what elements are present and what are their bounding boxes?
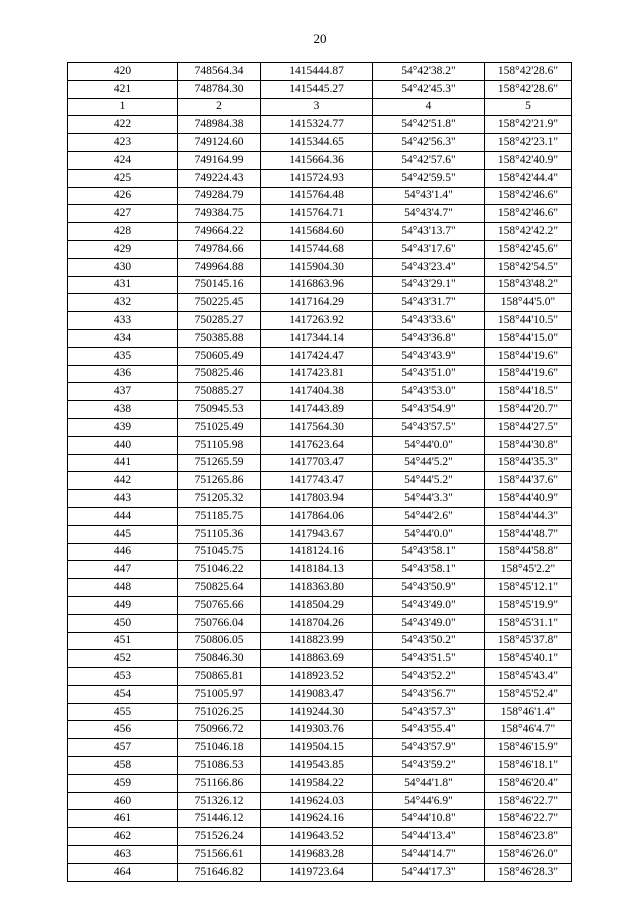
table-row xyxy=(68,792,572,810)
x-coordinate-cell: 751105.98 xyxy=(178,436,261,454)
latitude-cell: 54°43'59.2" xyxy=(373,757,485,775)
y-coordinate-cell: 1418704.26 xyxy=(261,614,373,632)
y-coordinate-cell: 1419624.03 xyxy=(261,792,373,810)
x-coordinate-cell: 749664.22 xyxy=(178,223,261,241)
longitude-cell: 158°44'37.6" xyxy=(485,472,572,490)
table-row xyxy=(68,187,572,205)
latitude-cell: 54°44'14.7" xyxy=(373,846,485,864)
y-coordinate-cell: 1418184.13 xyxy=(261,561,373,579)
latitude-cell: 54°42'57.6" xyxy=(373,151,485,169)
point-number-cell: 434 xyxy=(68,329,178,347)
point-number-cell: 435 xyxy=(68,347,178,365)
table-row xyxy=(68,312,572,330)
x-coordinate-cell: 750846.30 xyxy=(178,650,261,668)
y-coordinate-cell: 1418923.52 xyxy=(261,668,373,686)
longitude-cell: 158°42'54.5" xyxy=(485,258,572,276)
x-coordinate-cell: 750145.16 xyxy=(178,276,261,294)
x-coordinate-cell: 749964.88 xyxy=(178,258,261,276)
latitude-cell: 54°43'4.7" xyxy=(373,205,485,223)
longitude-cell: 158°46'23.8" xyxy=(485,828,572,846)
point-number-cell: 457 xyxy=(68,739,178,757)
longitude-cell: 158°42'46.6" xyxy=(485,187,572,205)
longitude-cell: 158°44'19.6" xyxy=(485,365,572,383)
y-coordinate-cell: 3 xyxy=(261,98,373,116)
longitude-cell: 158°45'37.8" xyxy=(485,632,572,650)
table-row xyxy=(68,490,572,508)
latitude-cell: 54°44'6.9" xyxy=(373,792,485,810)
y-coordinate-cell: 1417423.81 xyxy=(261,365,373,383)
point-number-cell: 426 xyxy=(68,187,178,205)
longitude-cell: 158°45'31.1" xyxy=(485,614,572,632)
y-coordinate-cell: 1417564.30 xyxy=(261,418,373,436)
point-number-cell: 449 xyxy=(68,596,178,614)
longitude-cell: 158°46'18.1" xyxy=(485,757,572,775)
x-coordinate-cell: 748784.30 xyxy=(178,80,261,98)
latitude-cell: 54°43'31.7" xyxy=(373,294,485,312)
latitude-cell: 54°42'38.2" xyxy=(373,63,485,81)
point-number-cell: 445 xyxy=(68,525,178,543)
latitude-cell: 54°43'17.6" xyxy=(373,240,485,258)
table-row xyxy=(68,116,572,134)
x-coordinate-cell: 750765.66 xyxy=(178,596,261,614)
x-coordinate-cell: 751185.75 xyxy=(178,507,261,525)
table-row xyxy=(68,151,572,169)
x-coordinate-cell: 751646.82 xyxy=(178,863,261,881)
point-number-cell: 439 xyxy=(68,418,178,436)
y-coordinate-cell: 1417424.47 xyxy=(261,347,373,365)
point-number-cell: 463 xyxy=(68,846,178,864)
y-coordinate-cell: 1418504.29 xyxy=(261,596,373,614)
table-row xyxy=(68,596,572,614)
longitude-cell: 158°44'48.7" xyxy=(485,525,572,543)
latitude-cell: 54°42'45.3" xyxy=(373,80,485,98)
latitude-cell: 54°42'51.8" xyxy=(373,116,485,134)
y-coordinate-cell: 1417703.47 xyxy=(261,454,373,472)
x-coordinate-cell: 750945.53 xyxy=(178,401,261,419)
point-number-cell: 420 xyxy=(68,63,178,81)
longitude-cell: 158°42'45.6" xyxy=(485,240,572,258)
point-number-cell: 429 xyxy=(68,240,178,258)
y-coordinate-cell: 1419244.30 xyxy=(261,703,373,721)
point-number-cell: 458 xyxy=(68,757,178,775)
point-number-cell: 462 xyxy=(68,828,178,846)
point-number-cell: 423 xyxy=(68,134,178,152)
x-coordinate-cell: 751046.18 xyxy=(178,739,261,757)
point-number-cell: 448 xyxy=(68,579,178,597)
point-number-cell: 430 xyxy=(68,258,178,276)
table-row xyxy=(68,472,572,490)
longitude-cell: 158°42'21.9" xyxy=(485,116,572,134)
table-row xyxy=(68,650,572,668)
y-coordinate-cell: 1418863.69 xyxy=(261,650,373,668)
longitude-cell: 158°44'5.0" xyxy=(485,294,572,312)
longitude-cell: 158°46'22.7" xyxy=(485,792,572,810)
column-number-header-row xyxy=(68,98,572,116)
y-coordinate-cell: 1419504.15 xyxy=(261,739,373,757)
x-coordinate-cell: 751025.49 xyxy=(178,418,261,436)
y-coordinate-cell: 1415744.68 xyxy=(261,240,373,258)
latitude-cell: 54°42'56.3" xyxy=(373,134,485,152)
latitude-cell: 54°43'43.9" xyxy=(373,347,485,365)
x-coordinate-cell: 750865.81 xyxy=(178,668,261,686)
table-row xyxy=(68,205,572,223)
point-number-cell: 464 xyxy=(68,863,178,881)
y-coordinate-cell: 1415684.60 xyxy=(261,223,373,241)
longitude-cell: 158°45'43.4" xyxy=(485,668,572,686)
x-coordinate-cell: 750385.88 xyxy=(178,329,261,347)
point-number-cell: 424 xyxy=(68,151,178,169)
latitude-cell: 54°43'1.4" xyxy=(373,187,485,205)
point-number-cell: 459 xyxy=(68,774,178,792)
longitude-cell: 158°46'1.4" xyxy=(485,703,572,721)
latitude-cell: 54°44'5.2" xyxy=(373,472,485,490)
table-row xyxy=(68,810,572,828)
longitude-cell: 158°44'40.9" xyxy=(485,490,572,508)
y-coordinate-cell: 1415724.93 xyxy=(261,169,373,187)
longitude-cell: 158°44'10.5" xyxy=(485,312,572,330)
point-number-cell: 452 xyxy=(68,650,178,668)
y-coordinate-cell: 1419683.28 xyxy=(261,846,373,864)
x-coordinate-cell: 2 xyxy=(178,98,261,116)
longitude-cell: 158°42'28.6" xyxy=(485,63,572,81)
table-row xyxy=(68,507,572,525)
longitude-cell: 158°44'35.3" xyxy=(485,454,572,472)
point-number-cell: 427 xyxy=(68,205,178,223)
x-coordinate-cell: 751566.61 xyxy=(178,846,261,864)
y-coordinate-cell: 1415445.27 xyxy=(261,80,373,98)
x-coordinate-cell: 751326.12 xyxy=(178,792,261,810)
y-coordinate-cell: 1417404.38 xyxy=(261,383,373,401)
x-coordinate-cell: 750605.49 xyxy=(178,347,261,365)
point-number-cell: 440 xyxy=(68,436,178,454)
table-row xyxy=(68,846,572,864)
longitude-cell: 158°44'20.7" xyxy=(485,401,572,419)
table-row xyxy=(68,614,572,632)
x-coordinate-cell: 750225.45 xyxy=(178,294,261,312)
x-coordinate-cell: 751166.86 xyxy=(178,774,261,792)
x-coordinate-cell: 750885.27 xyxy=(178,383,261,401)
table-row xyxy=(68,721,572,739)
y-coordinate-cell: 1417803.94 xyxy=(261,490,373,508)
x-coordinate-cell: 751205.32 xyxy=(178,490,261,508)
table-row xyxy=(68,401,572,419)
latitude-cell: 54°43'36.8" xyxy=(373,329,485,347)
table-row xyxy=(68,169,572,187)
longitude-cell: 5 xyxy=(485,98,572,116)
x-coordinate-cell: 751265.59 xyxy=(178,454,261,472)
latitude-cell: 54°44'1.8" xyxy=(373,774,485,792)
point-number-cell: 456 xyxy=(68,721,178,739)
point-number-cell: 421 xyxy=(68,80,178,98)
table-row xyxy=(68,685,572,703)
table-row xyxy=(68,632,572,650)
y-coordinate-cell: 1418124.16 xyxy=(261,543,373,561)
y-coordinate-cell: 1419723.64 xyxy=(261,863,373,881)
point-number-cell: 1 xyxy=(68,98,178,116)
point-number-cell: 454 xyxy=(68,685,178,703)
longitude-cell: 158°46'26.0" xyxy=(485,846,572,864)
table-row xyxy=(68,329,572,347)
latitude-cell: 54°43'49.0" xyxy=(373,596,485,614)
y-coordinate-cell: 1417623.64 xyxy=(261,436,373,454)
x-coordinate-cell: 751446.12 xyxy=(178,810,261,828)
y-coordinate-cell: 1416863.96 xyxy=(261,276,373,294)
x-coordinate-cell: 751026.25 xyxy=(178,703,261,721)
x-coordinate-cell: 750766.04 xyxy=(178,614,261,632)
latitude-cell: 54°43'53.0" xyxy=(373,383,485,401)
x-coordinate-cell: 750285.27 xyxy=(178,312,261,330)
point-number-cell: 451 xyxy=(68,632,178,650)
table-row xyxy=(68,863,572,881)
x-coordinate-cell: 751105.36 xyxy=(178,525,261,543)
longitude-cell: 158°42'40.9" xyxy=(485,151,572,169)
point-number-cell: 431 xyxy=(68,276,178,294)
longitude-cell: 158°43'48.2" xyxy=(485,276,572,294)
table-row xyxy=(68,134,572,152)
coordinates-table xyxy=(67,62,572,882)
x-coordinate-cell: 751086.53 xyxy=(178,757,261,775)
latitude-cell: 54°43'56.7" xyxy=(373,685,485,703)
latitude-cell: 54°43'49.0" xyxy=(373,614,485,632)
point-number-cell: 450 xyxy=(68,614,178,632)
longitude-cell: 158°44'18.5" xyxy=(485,383,572,401)
x-coordinate-cell: 748564.34 xyxy=(178,63,261,81)
point-number-cell: 443 xyxy=(68,490,178,508)
longitude-cell: 158°46'20.4" xyxy=(485,774,572,792)
point-number-cell: 422 xyxy=(68,116,178,134)
table-row xyxy=(68,63,572,81)
longitude-cell: 158°42'28.6" xyxy=(485,80,572,98)
y-coordinate-cell: 1417344.14 xyxy=(261,329,373,347)
y-coordinate-cell: 1417943.67 xyxy=(261,525,373,543)
y-coordinate-cell: 1418823.99 xyxy=(261,632,373,650)
latitude-cell: 54°44'5.2" xyxy=(373,454,485,472)
point-number-cell: 455 xyxy=(68,703,178,721)
point-number-cell: 444 xyxy=(68,507,178,525)
longitude-cell: 158°46'28.3" xyxy=(485,863,572,881)
longitude-cell: 158°44'58.8" xyxy=(485,543,572,561)
point-number-cell: 432 xyxy=(68,294,178,312)
table-row xyxy=(68,454,572,472)
longitude-cell: 158°42'46.6" xyxy=(485,205,572,223)
latitude-cell: 54°44'0.0" xyxy=(373,525,485,543)
point-number-cell: 447 xyxy=(68,561,178,579)
y-coordinate-cell: 1417443.89 xyxy=(261,401,373,419)
y-coordinate-cell: 1419083.47 xyxy=(261,685,373,703)
y-coordinate-cell: 1415764.71 xyxy=(261,205,373,223)
latitude-cell: 4 xyxy=(373,98,485,116)
x-coordinate-cell: 750806.05 xyxy=(178,632,261,650)
table-row xyxy=(68,525,572,543)
x-coordinate-cell: 751046.22 xyxy=(178,561,261,579)
latitude-cell: 54°43'57.5" xyxy=(373,418,485,436)
table-row xyxy=(68,561,572,579)
latitude-cell: 54°44'10.8" xyxy=(373,810,485,828)
point-number-cell: 436 xyxy=(68,365,178,383)
longitude-cell: 158°42'23.1" xyxy=(485,134,572,152)
y-coordinate-cell: 1419584.22 xyxy=(261,774,373,792)
x-coordinate-cell: 749164.99 xyxy=(178,151,261,169)
latitude-cell: 54°43'55.4" xyxy=(373,721,485,739)
longitude-cell: 158°46'15.9" xyxy=(485,739,572,757)
x-coordinate-cell: 750966.72 xyxy=(178,721,261,739)
x-coordinate-cell: 750825.46 xyxy=(178,365,261,383)
longitude-cell: 158°44'30.8" xyxy=(485,436,572,454)
longitude-cell: 158°44'27.5" xyxy=(485,418,572,436)
x-coordinate-cell: 749784.66 xyxy=(178,240,261,258)
point-number-cell: 442 xyxy=(68,472,178,490)
latitude-cell: 54°44'17.3" xyxy=(373,863,485,881)
y-coordinate-cell: 1419643.52 xyxy=(261,828,373,846)
y-coordinate-cell: 1415664.36 xyxy=(261,151,373,169)
point-number-cell: 433 xyxy=(68,312,178,330)
point-number-cell: 425 xyxy=(68,169,178,187)
y-coordinate-cell: 1415324.77 xyxy=(261,116,373,134)
longitude-cell: 158°44'44.3" xyxy=(485,507,572,525)
longitude-cell: 158°45'40.1" xyxy=(485,650,572,668)
table-row xyxy=(68,365,572,383)
latitude-cell: 54°43'54.9" xyxy=(373,401,485,419)
x-coordinate-cell: 750825.64 xyxy=(178,579,261,597)
table-row xyxy=(68,757,572,775)
x-coordinate-cell: 749384.75 xyxy=(178,205,261,223)
table-row xyxy=(68,347,572,365)
table-row xyxy=(68,828,572,846)
y-coordinate-cell: 1417743.47 xyxy=(261,472,373,490)
y-coordinate-cell: 1417864.06 xyxy=(261,507,373,525)
table-row xyxy=(68,80,572,98)
x-coordinate-cell: 749124.60 xyxy=(178,134,261,152)
longitude-cell: 158°44'19.6" xyxy=(485,347,572,365)
latitude-cell: 54°44'0.0" xyxy=(373,436,485,454)
table-row xyxy=(68,668,572,686)
latitude-cell: 54°43'57.9" xyxy=(373,739,485,757)
y-coordinate-cell: 1415764.48 xyxy=(261,187,373,205)
table-row xyxy=(68,418,572,436)
latitude-cell: 54°43'29.1" xyxy=(373,276,485,294)
y-coordinate-cell: 1415904.30 xyxy=(261,258,373,276)
y-coordinate-cell: 1415444.87 xyxy=(261,63,373,81)
longitude-cell: 158°45'19.9" xyxy=(485,596,572,614)
table-row xyxy=(68,739,572,757)
y-coordinate-cell: 1417263.92 xyxy=(261,312,373,330)
latitude-cell: 54°42'59.5" xyxy=(373,169,485,187)
table-row xyxy=(68,703,572,721)
longitude-cell: 158°42'42.2" xyxy=(485,223,572,241)
table-row xyxy=(68,436,572,454)
page-number: 20 xyxy=(313,31,327,46)
latitude-cell: 54°43'58.1" xyxy=(373,543,485,561)
table-row xyxy=(68,223,572,241)
table-row xyxy=(68,276,572,294)
point-number-cell: 453 xyxy=(68,668,178,686)
y-coordinate-cell: 1415344.65 xyxy=(261,134,373,152)
point-number-cell: 461 xyxy=(68,810,178,828)
x-coordinate-cell: 748984.38 xyxy=(178,116,261,134)
x-coordinate-cell: 751005.97 xyxy=(178,685,261,703)
point-number-cell: 438 xyxy=(68,401,178,419)
x-coordinate-cell: 749284.79 xyxy=(178,187,261,205)
x-coordinate-cell: 751265.86 xyxy=(178,472,261,490)
point-number-cell: 446 xyxy=(68,543,178,561)
y-coordinate-cell: 1419624.16 xyxy=(261,810,373,828)
latitude-cell: 54°43'50.9" xyxy=(373,579,485,597)
latitude-cell: 54°43'57.3" xyxy=(373,703,485,721)
point-number-cell: 460 xyxy=(68,792,178,810)
point-number-cell: 441 xyxy=(68,454,178,472)
y-coordinate-cell: 1419543.85 xyxy=(261,757,373,775)
x-coordinate-cell: 751526.24 xyxy=(178,828,261,846)
y-coordinate-cell: 1418363.80 xyxy=(261,579,373,597)
longitude-cell: 158°44'15.0" xyxy=(485,329,572,347)
longitude-cell: 158°45'12.1" xyxy=(485,579,572,597)
table-row xyxy=(68,240,572,258)
latitude-cell: 54°43'33.6" xyxy=(373,312,485,330)
table-row xyxy=(68,258,572,276)
latitude-cell: 54°43'52.2" xyxy=(373,668,485,686)
table-row xyxy=(68,543,572,561)
y-coordinate-cell: 1419303.76 xyxy=(261,721,373,739)
table-row xyxy=(68,383,572,401)
point-number-cell: 437 xyxy=(68,383,178,401)
latitude-cell: 54°43'23.4" xyxy=(373,258,485,276)
x-coordinate-cell: 749224.43 xyxy=(178,169,261,187)
latitude-cell: 54°44'3.3" xyxy=(373,490,485,508)
longitude-cell: 158°42'44.4" xyxy=(485,169,572,187)
longitude-cell: 158°45'52.4" xyxy=(485,685,572,703)
table-row xyxy=(68,294,572,312)
longitude-cell: 158°46'4.7" xyxy=(485,721,572,739)
latitude-cell: 54°43'50.2" xyxy=(373,632,485,650)
latitude-cell: 54°44'2.6" xyxy=(373,507,485,525)
latitude-cell: 54°43'51.5" xyxy=(373,650,485,668)
x-coordinate-cell: 751045.75 xyxy=(178,543,261,561)
latitude-cell: 54°44'13.4" xyxy=(373,828,485,846)
table-row xyxy=(68,774,572,792)
table-row xyxy=(68,579,572,597)
y-coordinate-cell: 1417164.29 xyxy=(261,294,373,312)
longitude-cell: 158°45'2.2" xyxy=(485,561,572,579)
latitude-cell: 54°43'58.1" xyxy=(373,561,485,579)
point-number-cell: 428 xyxy=(68,223,178,241)
latitude-cell: 54°43'13.7" xyxy=(373,223,485,241)
longitude-cell: 158°46'22.7" xyxy=(485,810,572,828)
latitude-cell: 54°43'51.0" xyxy=(373,365,485,383)
